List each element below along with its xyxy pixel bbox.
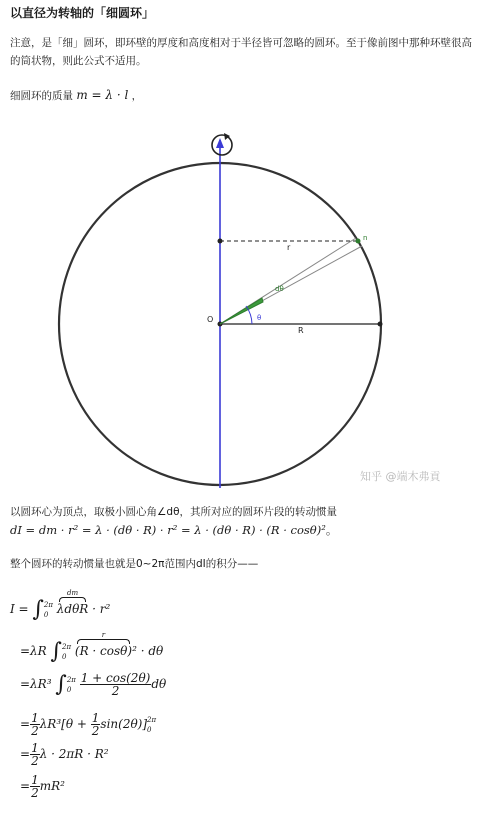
label-dtheta: dθ — [275, 285, 284, 293]
r-label: r — [101, 631, 106, 639]
lower-limit: 0 — [43, 610, 49, 619]
point-n — [356, 239, 361, 244]
line4-eq: = — [20, 717, 31, 731]
watermark: 知乎 @端木弗貢 — [360, 470, 441, 483]
half-den-3: 2 — [31, 754, 39, 768]
I-label: I = — [10, 602, 29, 616]
upper-limit-3: 2π — [66, 675, 76, 684]
line5-suffix: λ · 2πR · R² — [39, 747, 109, 761]
half-fraction-3 — [30, 742, 40, 767]
upper-limit-2: 2π — [62, 642, 72, 651]
label-n: n — [363, 234, 368, 242]
line3-den: 2 — [111, 684, 120, 698]
line3-prefix: =λR³ — [20, 677, 52, 691]
integral-line-2 — [10, 632, 163, 664]
element-formula-line — [10, 522, 337, 538]
axis-arrowhead — [216, 138, 224, 148]
half-den: 2 — [31, 724, 39, 738]
line4-lower: 0 — [147, 725, 152, 734]
half-fraction-2 — [91, 712, 101, 737]
label-r: r — [287, 243, 291, 252]
line4-mid: λR³[θ + — [39, 717, 87, 731]
dm-body: λdθR — [56, 602, 89, 616]
line4-upper: 2π — [147, 715, 157, 724]
line4-end: sin(2θ)] — [100, 717, 148, 731]
line3-num: 1 + cos(2θ) — [80, 671, 151, 685]
total-paragraph: 整个圆环的转动惯量也就是0~2π范围内dI的积分—— — [10, 558, 259, 570]
lower-limit-3: 0 — [66, 685, 72, 694]
element-suffix: 。 — [325, 523, 338, 537]
upper-limit: 2π — [43, 600, 53, 609]
line5-eq: = — [20, 747, 31, 761]
section-heading: 以直径为转轴的「细圆环」 — [10, 6, 155, 20]
r-squared: · r² — [92, 602, 111, 616]
half-den-4: 2 — [31, 786, 39, 800]
integral-sign-icon: ∫ — [32, 597, 44, 622]
integral-line-5 — [10, 742, 109, 767]
half-fraction-4 — [30, 774, 40, 799]
line3-fraction — [80, 672, 152, 697]
mass-formula: m = λ · l — [76, 88, 129, 102]
label-theta: θ — [257, 314, 262, 322]
mass-paragraph — [10, 86, 472, 105]
integral-line-4 — [10, 712, 156, 737]
line2-suffix: ² · dθ — [132, 644, 164, 658]
integral-line-6 — [10, 774, 65, 799]
line6-eq: = — [20, 779, 31, 793]
half-num-2: 1 — [91, 711, 100, 725]
element-formula: dI = dm · r² = λ · (dθ · R) · r² = λ · (dθ · R) · (R · cosθ)² — [10, 523, 326, 537]
line6-suffix: mR² — [39, 779, 65, 793]
line2-prefix: =λR — [20, 644, 47, 658]
half-num: 1 — [31, 711, 39, 725]
dm-overbrace — [57, 590, 89, 616]
half-num-4: 1 — [31, 773, 39, 787]
integral-line-1 — [10, 590, 110, 622]
r-body: (R · cosθ) — [74, 644, 133, 658]
r-overbrace — [75, 632, 132, 658]
half-den-2: 2 — [91, 724, 100, 738]
ring-diagram — [0, 130, 479, 490]
lower-limit-2: 0 — [62, 652, 67, 661]
label-R: R — [298, 326, 304, 335]
integral-line-3 — [10, 672, 166, 697]
note-paragraph: 注意，是「细」圆环，即环壁的厚度和高度相对于半径皆可忽略的圆环。至于像前图中那种环壁很高的筒状物，则此公式不适用。 — [10, 37, 472, 67]
mass-suffix: ， — [131, 90, 143, 102]
integral-sign-icon-3: ∫ — [55, 672, 67, 697]
point-R-end — [378, 322, 383, 327]
element-paragraph: 以圆环心为顶点，取极小圆心角∠dθ，其所对应的圆环片段的转动惯量 — [10, 506, 338, 518]
label-O: O — [207, 315, 214, 324]
half-fraction — [30, 712, 40, 737]
mass-text: 细圆环的质量 — [10, 90, 73, 102]
point-axis-r — [218, 239, 223, 244]
half-num-3: 1 — [31, 741, 39, 755]
integral-sign-icon-2: ∫ — [50, 639, 62, 664]
dm-label: dm — [67, 589, 79, 597]
line3-suffix: dθ — [151, 677, 167, 691]
